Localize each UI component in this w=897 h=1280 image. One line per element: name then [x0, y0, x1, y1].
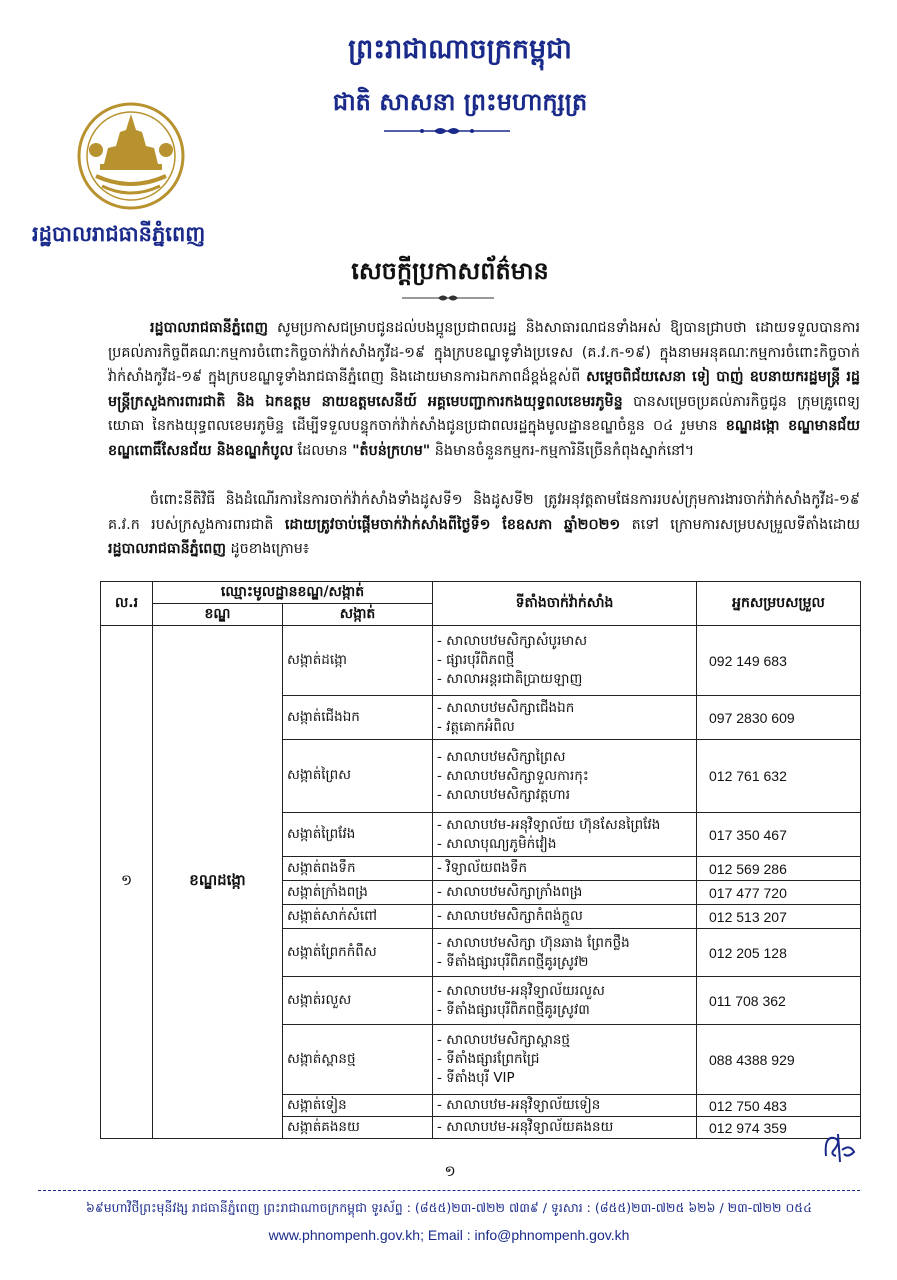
list-item: - សាលាបឋម-អនុវិទ្យាល័យទៀន [437, 1097, 601, 1113]
table-row [101, 626, 861, 696]
list-item: - សាលាបឋមសិក្សាវត្តហារ [437, 786, 570, 803]
site-list [433, 905, 697, 929]
coordinator-phone: 012 761 632 [697, 740, 861, 813]
coordinator-phone: 012 974 359 [697, 1117, 861, 1139]
list-item: - ផ្សារបុរីពិភពថ្មី [437, 652, 515, 668]
commune-name: សង្កាត់គងនយ [283, 1117, 433, 1139]
list-item: - សាលាបឋម-អនុវិទ្យាល័យរលួស [437, 982, 605, 999]
list-item: - ទីតាំងបុរី VIP [437, 1070, 515, 1086]
list-item: - វត្តគោកអំពិល [437, 718, 515, 735]
list-item: - វិទ្យាល័យពងទឹក [437, 860, 528, 876]
header-kingdom: ព្រះរាជាណាចក្រកម្ពុជា [348, 34, 572, 65]
list-item: - សាលាបឋមសិក្សាក្រាំងពង្រ [437, 884, 583, 900]
vaccination-site-table [100, 581, 861, 1139]
page-number: ១ [444, 1162, 456, 1180]
list-item: - សាលាបឋម-អនុវិទ្យាល័យ ហ៊ុនសែនព្រៃវែង [437, 816, 661, 833]
coordinator-phone: 097 2830 609 [697, 696, 861, 740]
agency-name: រដ្ឋបាលរាជធានីភ្នំពេញ [32, 222, 206, 246]
commune-name: សង្កាត់ជើងឯក [283, 696, 433, 740]
commune-name: សង្កាត់ទៀន [283, 1095, 433, 1117]
coordinator-phone: 017 477 720 [697, 881, 861, 905]
coordinator-phone: 012 513 207 [697, 905, 861, 929]
header-commune: សង្កាត់ [283, 604, 433, 626]
site-list [433, 977, 697, 1025]
footer-web-email: www.phnompenh.gov.kh; Email : info@phnompenh.gov.kh [268, 1227, 630, 1243]
ornament-divider-icon [382, 124, 512, 138]
coordinator-phone: 017 350 467 [697, 813, 861, 857]
coordinator-phone: 011 708 362 [697, 977, 861, 1025]
header-district: ខណ្ឌ [153, 604, 283, 626]
list-item: - សាលាបឋមសិក្សាទួលការកុះ [437, 767, 589, 784]
site-list [433, 740, 697, 813]
coordinator-phone: 012 750 483 [697, 1095, 861, 1117]
footer-address: ៦៩មហាវិថីព្រះមុនីវង្ស រាជធានីភ្នំពេញ ព្រះរាជាណាចក្រកម្ពុជា ទូរស័ព្ទ : (៨៥៥)២៣-៧២២ ៧៣៩ / ទូរសារ : (៨៥៥)២៣-៧២៥ ៦២៦ / ២៣-៧២២ ០៥៤ [86, 1200, 812, 1215]
site-list [433, 626, 697, 696]
commune-name: សង្កាត់សាក់សំពៅ [283, 905, 433, 929]
coordinator-phone: 012 569 286 [697, 857, 861, 881]
commune-name: សង្កាត់ដង្កោ [283, 626, 433, 696]
site-list [433, 1117, 697, 1139]
header-center: ឈ្មោះមូលដ្ឋានខណ្ឌ/សង្កាត់ [153, 582, 433, 604]
title-ornament-icon [400, 293, 496, 303]
site-list [433, 857, 697, 881]
site-list [433, 813, 697, 857]
list-item: - ទីតាំងផ្សារបុរីពិភពថ្មីគូរស្រូវ២ [437, 953, 589, 970]
list-item: - សាលាបឋម-អនុវិទ្យាល័យគងនយ [437, 1119, 614, 1135]
group-number: ១ [101, 626, 153, 1139]
site-list [433, 1095, 697, 1117]
commune-name: សង្កាត់ព្រៃស [283, 740, 433, 813]
site-list [433, 881, 697, 905]
para2-agency: រដ្ឋបាលរាជធានីភ្នំពេញ [108, 541, 226, 557]
list-item: - សាលាបឋមសិក្សាសំបូរមាស [437, 633, 588, 649]
header-no: ល.រ [101, 582, 153, 626]
para1-districts: ខណ្ឌដង្កោ ខណ្ឌមានជ័យ ខណ្ឌពោធិ៍សែនជ័យ និងខណ្ឌកំបូល [108, 418, 860, 459]
lead-agency: រដ្ឋបាលរាជធានីភ្នំពេញ [150, 320, 268, 336]
announcement-paragraph-1 [108, 316, 860, 463]
district-name: ខណ្ឌដង្កោ [153, 626, 283, 1139]
footer-divider [38, 1190, 860, 1191]
header-coordinator: អ្នកសម្របសម្រួល [697, 582, 861, 626]
announcement-paragraph-2 [108, 488, 860, 562]
header-motto: ជាតិ សាសនា ព្រះមហាក្សត្រ [332, 88, 588, 116]
site-list [433, 929, 697, 977]
coordinator-phone: 088 4388 929 [697, 1025, 861, 1095]
commune-name: សង្កាត់ពងទឹក [283, 857, 433, 881]
list-item: - ទីតាំងផ្សារបុរីពិភពថ្មីគូរស្រូវ៣ [437, 1001, 590, 1018]
list-item: - ទីតាំងផ្សារព្រែកជ្រៃ [437, 1051, 540, 1067]
para1-text-g: និងមានចំនួនកម្មករ-កម្មការិនីច្រើនកំពុងស្នាក់នៅ។ [430, 442, 695, 459]
list-item: - សាលាបុណ្យភូមិក់វៀង [437, 835, 557, 852]
header-site: ទីតាំងចាក់វ៉ាក់សាំង [433, 582, 697, 626]
para1-red-zone: "តំបន់ក្រហម" [352, 442, 431, 459]
list-item: - សាលាបឋមសិក្សាកំពង់ក្តួល [437, 908, 583, 924]
para1-text-c: បានសម្រេចប្រគល់ភារកិច្ចជូន ក្រុមគ្រូពេទ្យយោធា នៃកងយុទ្ធពលខេមរភូមិន្ទ ដើម្បីទទួលបន្ទុកចាក់វ៉ាក់សាំងជូនប្រជាពលរដ្ឋក្នុងមូលដ្ឋានខណ្ឌចំនួន ០៤ រួមមាន [108, 393, 861, 434]
site-list [433, 1025, 697, 1095]
para2-start-date: ដោយត្រូវចាប់ផ្តើមចាក់វ៉ាក់សាំងពីថ្ងៃទី១ ខែឧសភា ឆ្នាំ២០២១ [284, 516, 621, 533]
coordinator-phone: 012 205 128 [697, 929, 861, 977]
list-item: - សាលាបឋមសិក្សាស្ពានថ្ម [437, 1032, 570, 1048]
commune-name: សង្កាត់ព្រែកកំពឹស [283, 929, 433, 977]
commune-name: សង្កាត់រលួស [283, 977, 433, 1025]
para2-text-c: តទៅ ក្រោមការសម្របសម្រួលទីតាំងដោយ [620, 516, 860, 533]
document-title: សេចក្តីប្រកាសព័ត៌មាន [351, 257, 549, 285]
coordinator-phone: 092 149 683 [697, 626, 861, 696]
list-item: - សាលាបឋមសិក្សា ហ៊ុនឆាង ព្រែកថ្លឹង [437, 934, 630, 951]
municipal-seal-icon [72, 100, 190, 212]
para1-text-e: ដែលមាន [293, 442, 353, 459]
list-item: - សាលាបឋមសិក្សាជើងឯក [437, 699, 575, 716]
commune-name: សង្កាត់ព្រៃវែង [283, 813, 433, 857]
signature-initials-icon [820, 1126, 860, 1166]
para2-text-a: ចំពោះនីតិវិធី និងដំណើរការនៃការចាក់វ៉ាក់សាំងទាំងដូសទី១ និងដូសទី២ ត្រូវអនុវត្តតាមផែនការរបស់ក្រុមការងារចាក់វ៉ាក់សាំងកូវីដ-១៩ គ.វ.ក របស់ក្រសួងការពារជាតិ [108, 492, 860, 533]
para1-text-a: សូមប្រកាសជម្រាបជូនដល់បងប្អូនប្រជាពលរដ្ឋ និងសាធារណជនទាំងអស់ ឱ្យបានជ្រាបថា ដោយទទួលបានការប្រគល់ភារកិច្ចពីគណៈកម្មការចំពោះកិច្ចចាក់វ៉ាក់សាំងកូវីដ-១៩ ក្នុងក្របខណ្ឌទូទាំងប្រទេស (គ.វ.ក-១៩) ក្នុងនាមអនុគណៈកម្មការចំពោះកិច្ចចាក់វ៉ាក់សាំងកូវីដ-១៩ ក្នុងក្របខណ្ឌទូទាំងរាជធានីភ្នំពេញ និងដោយមានការឯកភាពដ៏ខ្ពង់ខ្ពស់ពី [108, 320, 860, 385]
list-item: - សាលាអន្តរជាតិប្រាយឡាញ [437, 671, 583, 687]
commune-name: សង្កាត់ស្ពានថ្ម [283, 1025, 433, 1095]
site-list [433, 696, 697, 740]
list-item: - សាលាបឋមសិក្សាព្រៃស [437, 748, 566, 765]
commune-name: សង្កាត់ក្រាំងពង្រ [283, 881, 433, 905]
para2-text-e: ដូចខាងក្រោម៖ [225, 541, 310, 557]
para1-officials: សម្តេចពិជ័យសេនា ទៀ បាញ់ ឧបនាយករដ្ឋមន្ត្រី រដ្ឋមន្ត្រីក្រសួងការពារជាតិ និង ឯកឧត្តម នាយឧត្តមសេនីយ៍ អគ្គមេបញ្ជាការកងយុទ្ធពលខេមរភូមិន្ទ [108, 369, 861, 410]
